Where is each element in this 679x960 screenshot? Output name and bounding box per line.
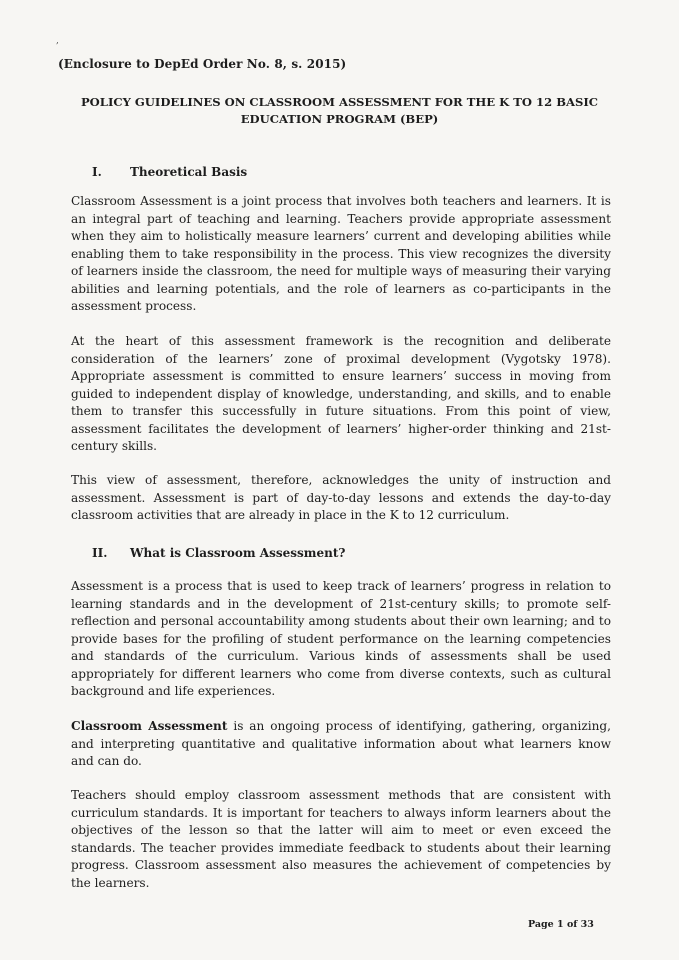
title-line-1: POLICY GUIDELINES ON CLASSROOM ASSESSMENT FOR THE K TO 12 BASIC	[80, 95, 599, 109]
section-title: What is Classroom Assessment?	[130, 546, 346, 560]
section-number: I.	[92, 165, 102, 179]
paragraph: Assessment is a process that is used to keep track of learners’ progress in relation to learning standards and in the development of 21st-century skills; to promote self-reflection and personal accountability among students about their own learning; and to provide bases for the profiling of student performance on the learning competencies and standards of the curriculum. Various kinds of assessments shall be used appropriately for different learners who come from diverse contexts, such as cultural background and life experiences.	[71, 579, 611, 698]
definition-term: Classroom Assessment	[71, 719, 228, 733]
paragraph: Teachers should employ classroom assessment methods that are consistent with curriculum standards. It is important for teachers to always inform learners about the objectives of the lesson so that the latter will aim to meet or even exceed the standards. The teacher provides immediate feedback to students about their learning progress. Classroom assessment also measures the achievement of competencies by the learners.	[71, 788, 611, 890]
enclosure-note: (Enclosure to DepEd Order No. 8, s. 2015)	[58, 57, 347, 71]
paragraph: At the heart of this assessment framework is the recognition and deliberate consideration of the learners’ zone of proximal development (Vygotsky 1978). Appropriate assessment is committed to ensure learners’ success in moving from guided to independent display of knowledge, understanding, and skills, and to enable them to transfer this successfully in future situations. From this point of view, assessment facilitates the development of learners’ higher-order thinking and 21st-century skills.	[71, 334, 611, 453]
section-number: II.	[92, 546, 108, 560]
page-number: Page 1 of 33	[528, 919, 594, 930]
section-heading-1	[92, 165, 247, 179]
paragraph: This view of assessment, therefore, acknowledges the unity of instruction and assessment. Assessment is part of day-to-day lessons and extends the day-to-day classroom activities that are already in place in the K to 12 curriculum.	[71, 473, 611, 522]
definition-text: is an ongoing process of identifying, gathering, organizing, and interpreting quantitative and qualitative information about what learners know and can do.	[71, 719, 612, 768]
scan-mark: ,	[56, 36, 59, 46]
title-line-2: EDUCATION PROGRAM (BEP)	[240, 112, 439, 126]
section-title: Theoretical Basis	[130, 165, 248, 179]
document-title	[40, 94, 639, 128]
section-heading-2	[92, 546, 345, 560]
definition-paragraph	[71, 718, 611, 771]
paragraph: Classroom Assessment is a joint process that involves both teachers and learners. It is an integral part of teaching and learning. Teachers provide appropriate assessment when they aim to holistically measure learners’ current and developing abilities while enabling them to take responsibility in the process. This view recognizes the diversity of learners inside the classroom, the need for multiple ways of measuring their varying abilities and learning potentials, and the role of learners as co-participants in the assessment process.	[71, 194, 611, 313]
